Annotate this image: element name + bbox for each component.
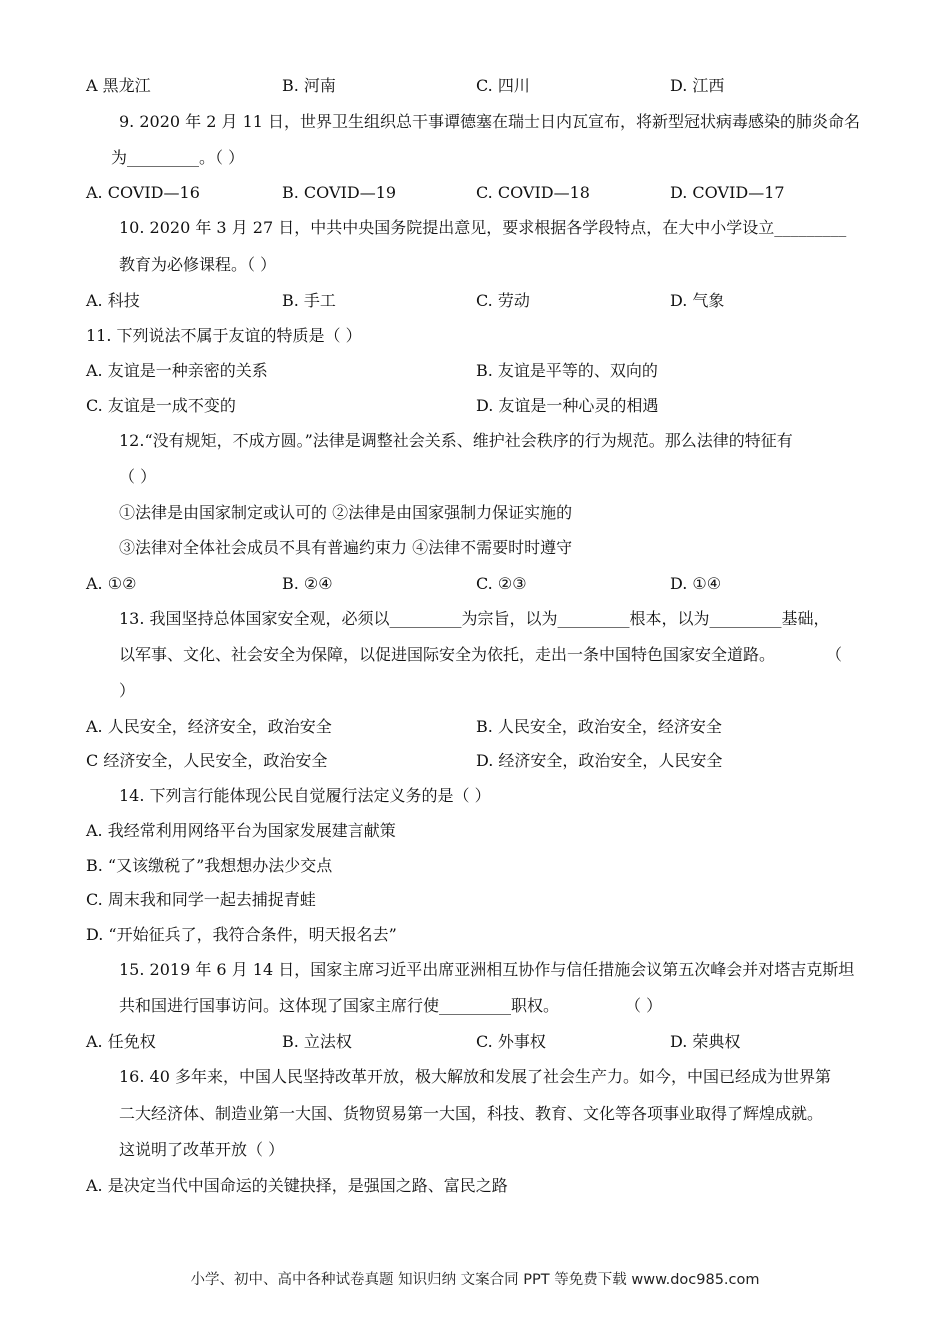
q16-stem-line1: 16. 40 多年来，中国人民坚持改革开放，极大解放和发展了社会生产力。如今，中国已经成为世界第 bbox=[119, 1067, 831, 1086]
q12-stem-line2: （ ） bbox=[119, 467, 157, 486]
q15-option-b: B. 立法权 bbox=[282, 1032, 352, 1051]
q12-option-a: A. ①② bbox=[86, 574, 137, 593]
q10-option-b: B. 手工 bbox=[282, 291, 336, 310]
q9-option-c: C. COVID—18 bbox=[476, 183, 590, 202]
q9-stem-line1: 9. 2020 年 2 月 11 日，世界卫生组织总干事谭德塞在瑞士日内瓦宣布，将新型冠状病毒感染的肺炎命名 bbox=[119, 112, 861, 131]
q15-option-c: C. 外事权 bbox=[476, 1032, 546, 1051]
q15-answer-paren: （ ） bbox=[625, 996, 663, 1015]
q8-options bbox=[0, 74, 950, 98]
q14-option-d-line bbox=[0, 923, 950, 947]
q10-option-c: C. 劳动 bbox=[476, 291, 530, 310]
q11-option-d: D. 友谊是一种心灵的相遇 bbox=[476, 396, 659, 415]
q15-stem-line2: 共和国进行国事访问。这体现了国家主席行使_________职权。 （ ） bbox=[0, 994, 950, 1018]
q13-option-c: C 经济安全，人民安全，政治安全 bbox=[86, 751, 328, 770]
q8-option-a: A 黑龙江 bbox=[86, 76, 151, 95]
q15-option-d: D. 荣典权 bbox=[670, 1032, 741, 1051]
q10-stem-line1: 10. 2020 年 3 月 27 日，中共中央国务院提出意见，要求根据各学段特点，在大中小学设立_________ bbox=[119, 218, 847, 237]
q14-option-a-line bbox=[0, 819, 950, 843]
q15-option-a: A. 任免权 bbox=[86, 1032, 156, 1051]
q9-options bbox=[0, 181, 950, 205]
q10-option-a: A. 科技 bbox=[86, 291, 140, 310]
q14-option-a: A. 我经常利用网络平台为国家发展建言献策 bbox=[86, 821, 396, 840]
q12-option-d: D. ①④ bbox=[670, 574, 722, 593]
q12-option-c: C. ②③ bbox=[476, 574, 527, 593]
q14-option-c: C. 周末我和同学一起去捕捉青蛙 bbox=[86, 890, 316, 909]
q13-option-a: A. 人民安全，经济安全，政治安全 bbox=[86, 717, 332, 736]
q9-option-a: A. COVID—16 bbox=[86, 183, 200, 202]
q8-option-c: C. 四川 bbox=[476, 76, 530, 95]
q12-statements-1: ①法律是由国家制定或认可的 ②法律是由国家强制力保证实施的 bbox=[119, 503, 573, 522]
q13-options-row2 bbox=[0, 749, 950, 773]
q10-option-d: D. 气象 bbox=[670, 291, 725, 310]
q16-option-a: A. 是决定当代中国命运的关键抉择，是强国之路、富民之路 bbox=[86, 1176, 508, 1195]
q13-options-row1 bbox=[0, 715, 950, 739]
q11-option-a: A. 友谊是一种亲密的关系 bbox=[86, 361, 268, 380]
page-footer: 小学、初中、高中各种试卷真题 知识归纳 文案合同 PPT 等免费下载 www.doc985.com bbox=[190, 1272, 760, 1288]
q11-option-c: C. 友谊是一成不变的 bbox=[86, 396, 236, 415]
q9-option-d: D. COVID—17 bbox=[670, 183, 785, 202]
q8-option-b: B. 河南 bbox=[282, 76, 336, 95]
q15-stem-line1: 15. 2019 年 6 月 14 日，国家主席习近平出席亚洲相互协作与信任措施会议第五次峰会并对塔吉克斯坦 bbox=[119, 960, 855, 979]
q12-statements-2: ③法律对全体社会成员不具有普遍约束力 ④法律不需要时时遵守 bbox=[119, 538, 573, 557]
q14-option-d: D. “开始征兵了，我符合条件，明天报名去” bbox=[86, 925, 397, 944]
q11-option-b: B. 友谊是平等的、双向的 bbox=[476, 361, 658, 380]
q12-option-b: B. ②④ bbox=[282, 574, 333, 593]
q10-stem-line2: 教育为必修课程。（ ） bbox=[119, 255, 277, 274]
q9-option-b: B. COVID—19 bbox=[282, 183, 397, 202]
q16-stem-line3: 这说明了改革开放（ ） bbox=[119, 1140, 285, 1159]
q16-option-a-line bbox=[0, 1174, 950, 1198]
q13-stem-line3: ） bbox=[119, 681, 136, 700]
q14-option-b: B. “又该缴税了”我想想办法少交点 bbox=[86, 856, 333, 875]
q12-options bbox=[0, 572, 950, 596]
q13-stem-line1: 13. 我国坚持总体国家安全观，必须以_________为宗旨，以为_________根本，以为_________基础， bbox=[119, 609, 830, 628]
q13-option-b: B. 人民安全，政治安全，经济安全 bbox=[476, 717, 722, 736]
q14-stem: 14. 下列言行能体现公民自觉履行法定义务的是（ ） bbox=[119, 786, 491, 805]
q9-stem-line2: 为_________。（ ） bbox=[111, 148, 245, 167]
q13-paren-open: （ bbox=[826, 645, 843, 664]
q13-option-d: D. 经济安全，政治安全，人民安全 bbox=[476, 751, 723, 770]
q8-option-d: D. 江西 bbox=[670, 76, 725, 95]
q11-stem: 11. 下列说法不属于友谊的特质是（ ） bbox=[86, 326, 362, 345]
q12-stem-line1: 12.“没有规矩，不成方圆。”法律是调整社会关系、维护社会秩序的行为规范。那么法律的特征有 bbox=[119, 431, 793, 450]
q16-stem-line2: 二大经济体、制造业第一大国、货物贸易第一大国，科技、教育、文化等各项事业取得了辉煌成就。 bbox=[119, 1104, 824, 1123]
q11-options-row1 bbox=[0, 359, 950, 383]
q10-options bbox=[0, 289, 950, 313]
q11-options-row2 bbox=[0, 394, 950, 418]
q14-option-c-line bbox=[0, 888, 950, 912]
q15-options bbox=[0, 1030, 950, 1054]
q14-option-b-line bbox=[0, 854, 950, 878]
q13-stem-line2: 以军事、文化、社会安全为保障，以促进国际安全为依托，走出一条中国特色国家安全道路。 （ bbox=[0, 643, 950, 667]
